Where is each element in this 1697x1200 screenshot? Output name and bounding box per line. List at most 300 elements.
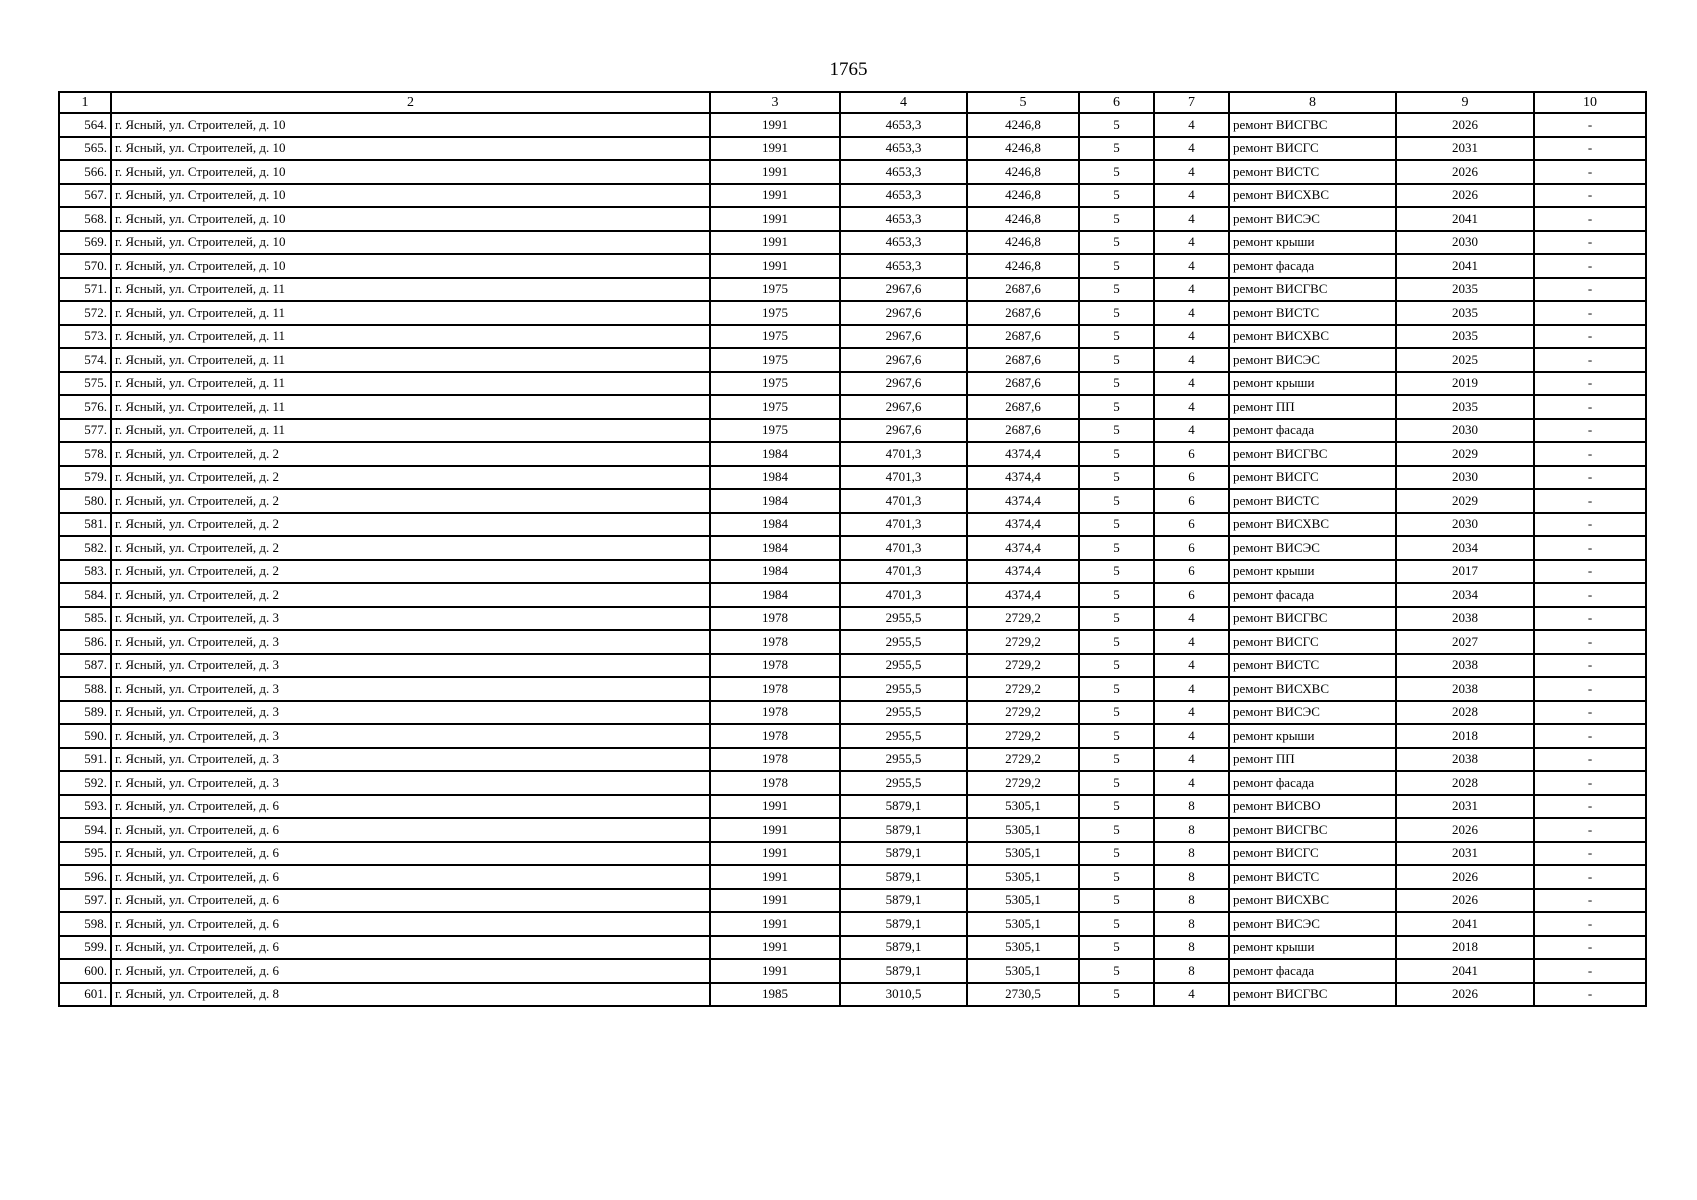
total-area-cell: 4653,3 xyxy=(840,207,967,231)
floors-cell: 5 xyxy=(1079,301,1154,325)
planned-year-cell: 2030 xyxy=(1396,231,1534,255)
note-cell: - xyxy=(1534,513,1646,537)
planned-year-cell: 2041 xyxy=(1396,959,1534,983)
year-cell: 1978 xyxy=(710,771,840,795)
total-area-cell: 5879,1 xyxy=(840,795,967,819)
year-cell: 1975 xyxy=(710,395,840,419)
row-number-cell: 599. xyxy=(59,936,111,960)
total-area-cell: 4653,3 xyxy=(840,160,967,184)
row-number-cell: 574. xyxy=(59,348,111,372)
row-number-cell: 598. xyxy=(59,912,111,936)
living-area-cell: 2687,6 xyxy=(967,278,1079,302)
work-type-cell: ремонт крыши xyxy=(1229,231,1396,255)
total-area-cell: 4653,3 xyxy=(840,113,967,137)
total-area-cell: 3010,5 xyxy=(840,983,967,1007)
note-cell: - xyxy=(1534,583,1646,607)
row-number-cell: 586. xyxy=(59,630,111,654)
table-row xyxy=(59,607,1646,631)
entrances-cell: 4 xyxy=(1154,301,1229,325)
row-number-cell: 580. xyxy=(59,489,111,513)
planned-year-cell: 2025 xyxy=(1396,348,1534,372)
entrances-cell: 4 xyxy=(1154,137,1229,161)
note-cell: - xyxy=(1534,254,1646,278)
row-number-cell: 591. xyxy=(59,748,111,772)
total-area-cell: 4653,3 xyxy=(840,231,967,255)
living-area-cell: 4246,8 xyxy=(967,254,1079,278)
living-area-cell: 2687,6 xyxy=(967,419,1079,443)
year-cell: 1991 xyxy=(710,254,840,278)
table-row xyxy=(59,959,1646,983)
address-cell: г. Ясный, ул. Строителей, д. 11 xyxy=(111,348,710,372)
row-number-cell: 596. xyxy=(59,865,111,889)
address-cell: г. Ясный, ул. Строителей, д. 2 xyxy=(111,583,710,607)
note-cell: - xyxy=(1534,701,1646,725)
entrances-cell: 6 xyxy=(1154,466,1229,490)
total-area-cell: 4701,3 xyxy=(840,536,967,560)
entrances-cell: 8 xyxy=(1154,912,1229,936)
planned-year-cell: 2028 xyxy=(1396,771,1534,795)
planned-year-cell: 2034 xyxy=(1396,583,1534,607)
table-row xyxy=(59,677,1646,701)
address-cell: г. Ясный, ул. Строителей, д. 2 xyxy=(111,560,710,584)
year-cell: 1984 xyxy=(710,560,840,584)
table-row xyxy=(59,795,1646,819)
column-header: 1 xyxy=(59,92,111,113)
note-cell: - xyxy=(1534,607,1646,631)
total-area-cell: 5879,1 xyxy=(840,936,967,960)
address-cell: г. Ясный, ул. Строителей, д. 3 xyxy=(111,630,710,654)
floors-cell: 5 xyxy=(1079,395,1154,419)
living-area-cell: 4374,4 xyxy=(967,442,1079,466)
table-body xyxy=(59,113,1646,1006)
living-area-cell: 5305,1 xyxy=(967,936,1079,960)
floors-cell: 5 xyxy=(1079,654,1154,678)
entrances-cell: 6 xyxy=(1154,583,1229,607)
total-area-cell: 4701,3 xyxy=(840,466,967,490)
table-row xyxy=(59,513,1646,537)
note-cell: - xyxy=(1534,301,1646,325)
year-cell: 1978 xyxy=(710,654,840,678)
planned-year-cell: 2038 xyxy=(1396,654,1534,678)
table-row xyxy=(59,583,1646,607)
year-cell: 1978 xyxy=(710,607,840,631)
address-cell: г. Ясный, ул. Строителей, д. 10 xyxy=(111,231,710,255)
floors-cell: 5 xyxy=(1079,936,1154,960)
row-number-cell: 579. xyxy=(59,466,111,490)
entrances-cell: 4 xyxy=(1154,701,1229,725)
total-area-cell: 5879,1 xyxy=(840,912,967,936)
table-row xyxy=(59,348,1646,372)
column-header: 3 xyxy=(710,92,840,113)
row-number-cell: 573. xyxy=(59,325,111,349)
row-number-cell: 587. xyxy=(59,654,111,678)
address-cell: г. Ясный, ул. Строителей, д. 6 xyxy=(111,936,710,960)
living-area-cell: 4246,8 xyxy=(967,160,1079,184)
total-area-cell: 5879,1 xyxy=(840,959,967,983)
note-cell: - xyxy=(1534,231,1646,255)
table-row xyxy=(59,771,1646,795)
address-cell: г. Ясный, ул. Строителей, д. 11 xyxy=(111,419,710,443)
table-row xyxy=(59,372,1646,396)
living-area-cell: 2687,6 xyxy=(967,325,1079,349)
total-area-cell: 4701,3 xyxy=(840,513,967,537)
floors-cell: 5 xyxy=(1079,325,1154,349)
living-area-cell: 4246,8 xyxy=(967,207,1079,231)
repair-schedule-table xyxy=(58,91,1647,1007)
row-number-cell: 571. xyxy=(59,278,111,302)
note-cell: - xyxy=(1534,959,1646,983)
note-cell: - xyxy=(1534,936,1646,960)
work-type-cell: ремонт ВИСГС xyxy=(1229,630,1396,654)
living-area-cell: 5305,1 xyxy=(967,912,1079,936)
living-area-cell: 2729,2 xyxy=(967,607,1079,631)
address-cell: г. Ясный, ул. Строителей, д. 10 xyxy=(111,160,710,184)
note-cell: - xyxy=(1534,560,1646,584)
year-cell: 1978 xyxy=(710,748,840,772)
entrances-cell: 8 xyxy=(1154,889,1229,913)
work-type-cell: ремонт ВИСТС xyxy=(1229,865,1396,889)
work-type-cell: ремонт ВИСХВС xyxy=(1229,184,1396,208)
total-area-cell: 4701,3 xyxy=(840,442,967,466)
entrances-cell: 4 xyxy=(1154,231,1229,255)
planned-year-cell: 2026 xyxy=(1396,113,1534,137)
work-type-cell: ремонт ВИСЭС xyxy=(1229,912,1396,936)
note-cell: - xyxy=(1534,983,1646,1007)
address-cell: г. Ясный, ул. Строителей, д. 3 xyxy=(111,677,710,701)
table-row xyxy=(59,489,1646,513)
year-cell: 1975 xyxy=(710,325,840,349)
entrances-cell: 6 xyxy=(1154,536,1229,560)
note-cell: - xyxy=(1534,842,1646,866)
table-row xyxy=(59,654,1646,678)
note-cell: - xyxy=(1534,395,1646,419)
work-type-cell: ремонт ВИСГВС xyxy=(1229,607,1396,631)
work-type-cell: ремонт ПП xyxy=(1229,748,1396,772)
address-cell: г. Ясный, ул. Строителей, д. 2 xyxy=(111,466,710,490)
floors-cell: 5 xyxy=(1079,278,1154,302)
year-cell: 1984 xyxy=(710,536,840,560)
work-type-cell: ремонт крыши xyxy=(1229,936,1396,960)
row-number-cell: 583. xyxy=(59,560,111,584)
living-area-cell: 2687,6 xyxy=(967,395,1079,419)
year-cell: 1991 xyxy=(710,160,840,184)
floors-cell: 5 xyxy=(1079,184,1154,208)
year-cell: 1984 xyxy=(710,489,840,513)
address-cell: г. Ясный, ул. Строителей, д. 2 xyxy=(111,513,710,537)
planned-year-cell: 2035 xyxy=(1396,301,1534,325)
living-area-cell: 4246,8 xyxy=(967,231,1079,255)
row-number-cell: 568. xyxy=(59,207,111,231)
total-area-cell: 4653,3 xyxy=(840,137,967,161)
year-cell: 1975 xyxy=(710,301,840,325)
table-row xyxy=(59,630,1646,654)
floors-cell: 5 xyxy=(1079,889,1154,913)
planned-year-cell: 2026 xyxy=(1396,865,1534,889)
work-type-cell: ремонт фасада xyxy=(1229,254,1396,278)
total-area-cell: 4653,3 xyxy=(840,254,967,278)
entrances-cell: 6 xyxy=(1154,560,1229,584)
address-cell: г. Ясный, ул. Строителей, д. 6 xyxy=(111,865,710,889)
total-area-cell: 4701,3 xyxy=(840,560,967,584)
entrances-cell: 4 xyxy=(1154,983,1229,1007)
entrances-cell: 4 xyxy=(1154,254,1229,278)
floors-cell: 5 xyxy=(1079,419,1154,443)
row-number-cell: 569. xyxy=(59,231,111,255)
row-number-cell: 600. xyxy=(59,959,111,983)
work-type-cell: ремонт фасада xyxy=(1229,771,1396,795)
planned-year-cell: 2026 xyxy=(1396,818,1534,842)
living-area-cell: 2687,6 xyxy=(967,301,1079,325)
year-cell: 1975 xyxy=(710,278,840,302)
year-cell: 1991 xyxy=(710,842,840,866)
note-cell: - xyxy=(1534,466,1646,490)
note-cell: - xyxy=(1534,348,1646,372)
total-area-cell: 5879,1 xyxy=(840,842,967,866)
address-cell: г. Ясный, ул. Строителей, д. 6 xyxy=(111,818,710,842)
address-cell: г. Ясный, ул. Строителей, д. 10 xyxy=(111,113,710,137)
address-cell: г. Ясный, ул. Строителей, д. 11 xyxy=(111,372,710,396)
address-cell: г. Ясный, ул. Строителей, д. 8 xyxy=(111,983,710,1007)
row-number-cell: 592. xyxy=(59,771,111,795)
planned-year-cell: 2030 xyxy=(1396,419,1534,443)
address-cell: г. Ясный, ул. Строителей, д. 11 xyxy=(111,325,710,349)
living-area-cell: 4374,4 xyxy=(967,536,1079,560)
column-header: 2 xyxy=(111,92,710,113)
planned-year-cell: 2035 xyxy=(1396,395,1534,419)
year-cell: 1991 xyxy=(710,795,840,819)
floors-cell: 5 xyxy=(1079,983,1154,1007)
floors-cell: 5 xyxy=(1079,724,1154,748)
row-number-cell: 578. xyxy=(59,442,111,466)
floors-cell: 5 xyxy=(1079,536,1154,560)
address-cell: г. Ясный, ул. Строителей, д. 3 xyxy=(111,724,710,748)
table-row xyxy=(59,207,1646,231)
work-type-cell: ремонт ВИСТС xyxy=(1229,160,1396,184)
note-cell: - xyxy=(1534,818,1646,842)
work-type-cell: ремонт ПП xyxy=(1229,395,1396,419)
planned-year-cell: 2031 xyxy=(1396,137,1534,161)
work-type-cell: ремонт фасада xyxy=(1229,959,1396,983)
entrances-cell: 8 xyxy=(1154,842,1229,866)
floors-cell: 5 xyxy=(1079,677,1154,701)
floors-cell: 5 xyxy=(1079,630,1154,654)
work-type-cell: ремонт крыши xyxy=(1229,724,1396,748)
entrances-cell: 4 xyxy=(1154,677,1229,701)
table-row xyxy=(59,912,1646,936)
entrances-cell: 4 xyxy=(1154,630,1229,654)
note-cell: - xyxy=(1534,489,1646,513)
table-row xyxy=(59,724,1646,748)
row-number-cell: 589. xyxy=(59,701,111,725)
total-area-cell: 4701,3 xyxy=(840,489,967,513)
living-area-cell: 4374,4 xyxy=(967,489,1079,513)
work-type-cell: ремонт фасада xyxy=(1229,583,1396,607)
note-cell: - xyxy=(1534,325,1646,349)
floors-cell: 5 xyxy=(1079,771,1154,795)
floors-cell: 5 xyxy=(1079,489,1154,513)
table-row xyxy=(59,254,1646,278)
address-cell: г. Ясный, ул. Строителей, д. 6 xyxy=(111,912,710,936)
total-area-cell: 2955,5 xyxy=(840,771,967,795)
total-area-cell: 2967,6 xyxy=(840,395,967,419)
work-type-cell: ремонт ВИСТС xyxy=(1229,301,1396,325)
row-number-cell: 590. xyxy=(59,724,111,748)
table-row xyxy=(59,818,1646,842)
planned-year-cell: 2038 xyxy=(1396,677,1534,701)
address-cell: г. Ясный, ул. Строителей, д. 6 xyxy=(111,795,710,819)
planned-year-cell: 2038 xyxy=(1396,607,1534,631)
living-area-cell: 5305,1 xyxy=(967,795,1079,819)
table-row xyxy=(59,395,1646,419)
row-number-cell: 575. xyxy=(59,372,111,396)
table-row xyxy=(59,748,1646,772)
table-row xyxy=(59,278,1646,302)
entrances-cell: 4 xyxy=(1154,607,1229,631)
work-type-cell: ремонт ВИСГС xyxy=(1229,137,1396,161)
total-area-cell: 4653,3 xyxy=(840,184,967,208)
year-cell: 1991 xyxy=(710,912,840,936)
table-row xyxy=(59,137,1646,161)
year-cell: 1978 xyxy=(710,701,840,725)
floors-cell: 5 xyxy=(1079,748,1154,772)
total-area-cell: 5879,1 xyxy=(840,889,967,913)
planned-year-cell: 2034 xyxy=(1396,536,1534,560)
note-cell: - xyxy=(1534,630,1646,654)
address-cell: г. Ясный, ул. Строителей, д. 10 xyxy=(111,254,710,278)
living-area-cell: 5305,1 xyxy=(967,889,1079,913)
table-row xyxy=(59,936,1646,960)
note-cell: - xyxy=(1534,912,1646,936)
total-area-cell: 4701,3 xyxy=(840,583,967,607)
floors-cell: 5 xyxy=(1079,795,1154,819)
address-cell: г. Ясный, ул. Строителей, д. 6 xyxy=(111,889,710,913)
work-type-cell: ремонт ВИСВО xyxy=(1229,795,1396,819)
total-area-cell: 2955,5 xyxy=(840,748,967,772)
entrances-cell: 8 xyxy=(1154,818,1229,842)
planned-year-cell: 2018 xyxy=(1396,724,1534,748)
floors-cell: 5 xyxy=(1079,372,1154,396)
total-area-cell: 5879,1 xyxy=(840,865,967,889)
column-header: 9 xyxy=(1396,92,1534,113)
floors-cell: 5 xyxy=(1079,442,1154,466)
row-number-cell: 566. xyxy=(59,160,111,184)
living-area-cell: 5305,1 xyxy=(967,842,1079,866)
address-cell: г. Ясный, ул. Строителей, д. 6 xyxy=(111,959,710,983)
work-type-cell: ремонт ВИСЭС xyxy=(1229,207,1396,231)
total-area-cell: 2967,6 xyxy=(840,372,967,396)
entrances-cell: 6 xyxy=(1154,442,1229,466)
work-type-cell: ремонт ВИСГВС xyxy=(1229,442,1396,466)
work-type-cell: ремонт ВИСЭС xyxy=(1229,348,1396,372)
entrances-cell: 4 xyxy=(1154,348,1229,372)
total-area-cell: 5879,1 xyxy=(840,818,967,842)
floors-cell: 5 xyxy=(1079,818,1154,842)
living-area-cell: 4246,8 xyxy=(967,137,1079,161)
note-cell: - xyxy=(1534,442,1646,466)
floors-cell: 5 xyxy=(1079,912,1154,936)
year-cell: 1984 xyxy=(710,442,840,466)
total-area-cell: 2967,6 xyxy=(840,325,967,349)
work-type-cell: ремонт ВИСХВС xyxy=(1229,325,1396,349)
note-cell: - xyxy=(1534,207,1646,231)
living-area-cell: 2729,2 xyxy=(967,654,1079,678)
year-cell: 1985 xyxy=(710,983,840,1007)
year-cell: 1991 xyxy=(710,231,840,255)
floors-cell: 5 xyxy=(1079,865,1154,889)
planned-year-cell: 2041 xyxy=(1396,207,1534,231)
entrances-cell: 4 xyxy=(1154,160,1229,184)
planned-year-cell: 2018 xyxy=(1396,936,1534,960)
living-area-cell: 2729,2 xyxy=(967,748,1079,772)
planned-year-cell: 2041 xyxy=(1396,254,1534,278)
living-area-cell: 4374,4 xyxy=(967,583,1079,607)
address-cell: г. Ясный, ул. Строителей, д. 3 xyxy=(111,607,710,631)
total-area-cell: 2967,6 xyxy=(840,278,967,302)
planned-year-cell: 2026 xyxy=(1396,983,1534,1007)
living-area-cell: 2687,6 xyxy=(967,372,1079,396)
table-row xyxy=(59,466,1646,490)
entrances-cell: 4 xyxy=(1154,278,1229,302)
work-type-cell: ремонт ВИСГВС xyxy=(1229,818,1396,842)
table-row xyxy=(59,301,1646,325)
year-cell: 1978 xyxy=(710,630,840,654)
work-type-cell: ремонт ВИСТС xyxy=(1229,489,1396,513)
total-area-cell: 2955,5 xyxy=(840,654,967,678)
row-number-cell: 588. xyxy=(59,677,111,701)
planned-year-cell: 2026 xyxy=(1396,160,1534,184)
floors-cell: 5 xyxy=(1079,231,1154,255)
table-row xyxy=(59,231,1646,255)
entrances-cell: 8 xyxy=(1154,865,1229,889)
work-type-cell: ремонт ВИСХВС xyxy=(1229,889,1396,913)
year-cell: 1978 xyxy=(710,677,840,701)
living-area-cell: 5305,1 xyxy=(967,818,1079,842)
row-number-cell: 584. xyxy=(59,583,111,607)
total-area-cell: 2955,5 xyxy=(840,607,967,631)
table-row xyxy=(59,865,1646,889)
entrances-cell: 6 xyxy=(1154,489,1229,513)
note-cell: - xyxy=(1534,137,1646,161)
year-cell: 1991 xyxy=(710,137,840,161)
note-cell: - xyxy=(1534,419,1646,443)
year-cell: 1984 xyxy=(710,583,840,607)
total-area-cell: 2967,6 xyxy=(840,301,967,325)
address-cell: г. Ясный, ул. Строителей, д. 2 xyxy=(111,536,710,560)
floors-cell: 5 xyxy=(1079,466,1154,490)
table-row xyxy=(59,536,1646,560)
note-cell: - xyxy=(1534,865,1646,889)
year-cell: 1975 xyxy=(710,348,840,372)
year-cell: 1991 xyxy=(710,818,840,842)
planned-year-cell: 2029 xyxy=(1396,489,1534,513)
total-area-cell: 2955,5 xyxy=(840,677,967,701)
address-cell: г. Ясный, ул. Строителей, д. 3 xyxy=(111,654,710,678)
planned-year-cell: 2017 xyxy=(1396,560,1534,584)
column-header: 7 xyxy=(1154,92,1229,113)
total-area-cell: 2967,6 xyxy=(840,419,967,443)
table-row xyxy=(59,113,1646,137)
table-row xyxy=(59,560,1646,584)
living-area-cell: 2729,2 xyxy=(967,677,1079,701)
year-cell: 1991 xyxy=(710,113,840,137)
row-number-cell: 593. xyxy=(59,795,111,819)
work-type-cell: ремонт ВИСЭС xyxy=(1229,536,1396,560)
year-cell: 1991 xyxy=(710,889,840,913)
work-type-cell: ремонт ВИСГВС xyxy=(1229,113,1396,137)
column-header: 6 xyxy=(1079,92,1154,113)
address-cell: г. Ясный, ул. Строителей, д. 11 xyxy=(111,301,710,325)
address-cell: г. Ясный, ул. Строителей, д. 11 xyxy=(111,395,710,419)
